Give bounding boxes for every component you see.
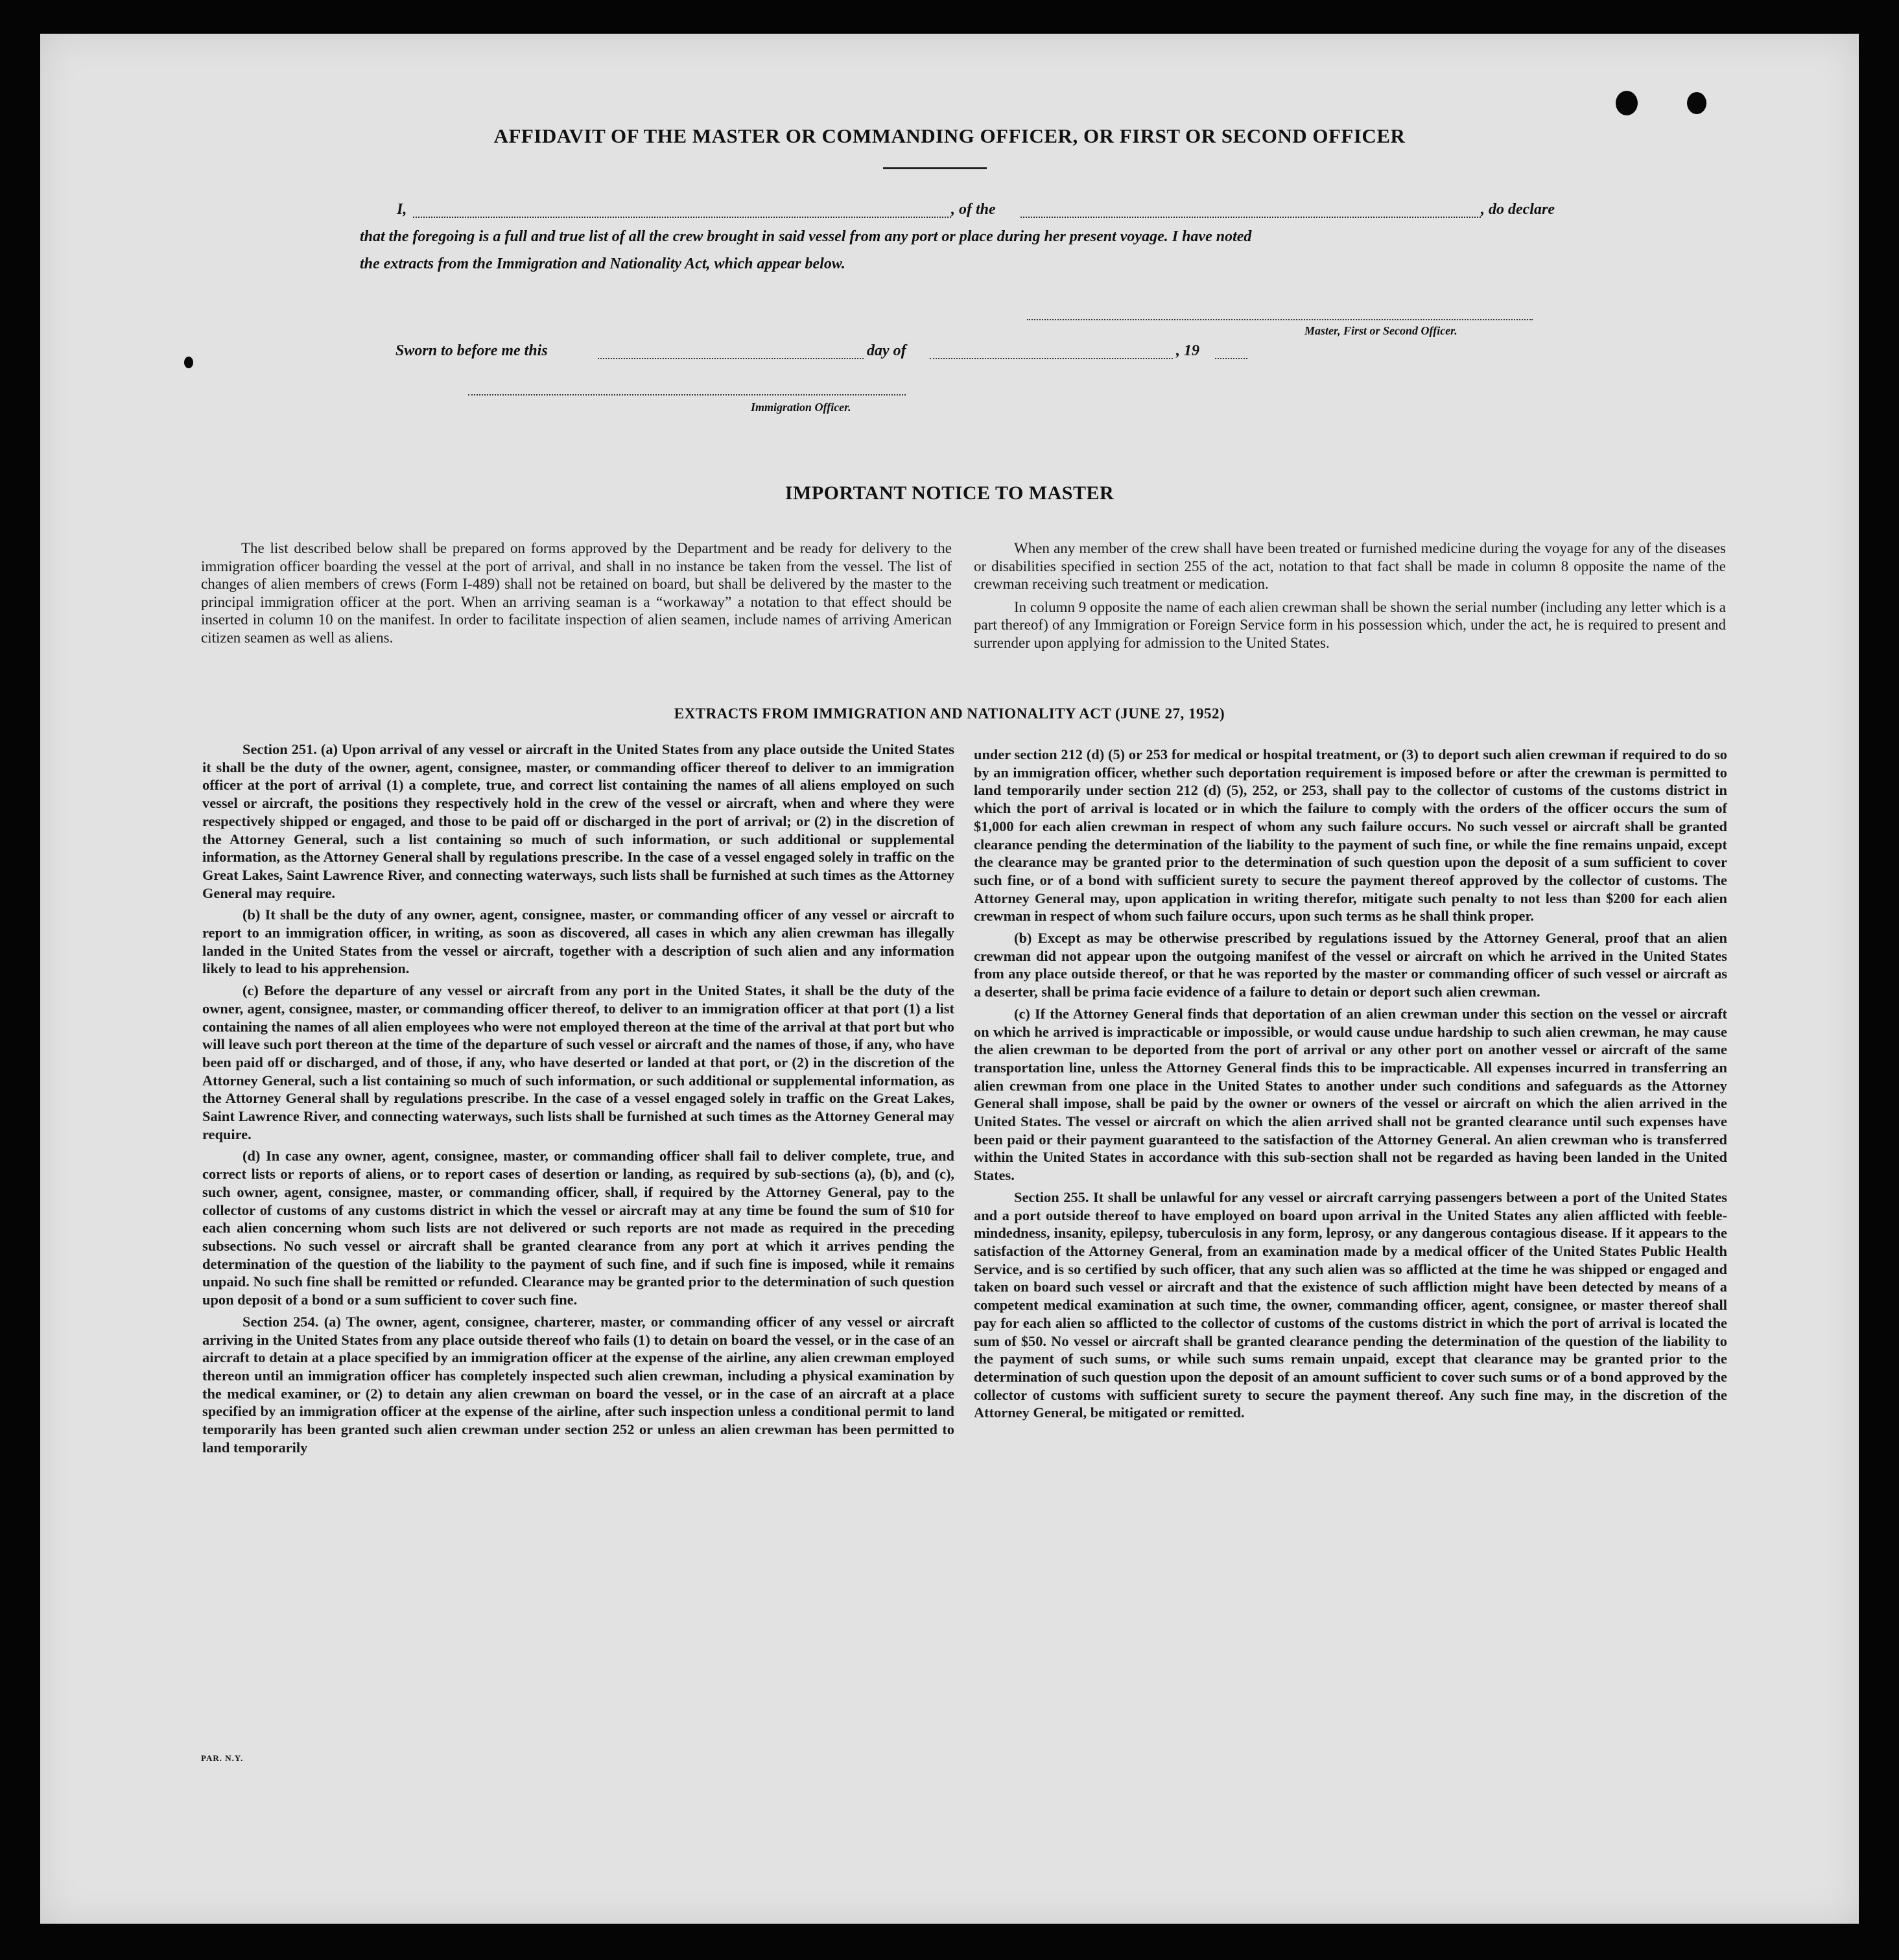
title-underline — [883, 167, 987, 169]
section-254-a-continued: under section 212 (d) (5) or 253 for medical or hospital treatment, or (3) to deport such alien crewman if required to do so by an immigration officer, whether such deportation requirement is imposed before or after the crewman is permitted to land temporarily under section 212 (d) (5), 252, or 253, shall pay to the collector of customs of the customs district in which the port of arrival is located or in which the failure to comply with the orders of the officer occurs the sum of $1,000 for each alien crewman in respect of whom any such failure occurs. No such vessel or aircraft shall be granted clearance pending the determination of the liability to the payment of such fine, or while the fine remains unpaid, except the clearance may be granted prior to the determination of such question upon the deposit of a sum sufficient to cover such fine, or of a bond with sufficient surety to secure the payment thereof approved by the collector of customs. The Attorney General may, upon application in writing therefor, mitigate such penalty to not less than $200 for each alien crewman in respect of whom such failure occurs, upon such terms as he shall think proper. — [974, 746, 1727, 925]
notice-right-column — [974, 539, 1726, 657]
affidavit-title: AFFIDAVIT OF THE MASTER OR COMMANDING OFFICER, OR FIRST OR SECOND OFFICER — [493, 124, 1406, 147]
punch-hole-mark-left — [1616, 91, 1638, 115]
notice-paragraph: In column 9 opposite the name of each alien crewman shall be shown the serial number (including any letter which is a part thereof) of any Immigration or Foreign Service form in his possession which, under the act, he is required to present and surrender upon applying for admission to the United States. — [974, 598, 1726, 651]
notice-left-column — [201, 539, 952, 652]
notice-heading: IMPORTANT NOTICE TO MASTER — [784, 482, 1115, 504]
extracts-right-column — [974, 746, 1727, 1426]
section-254-c: (c) If the Attorney General finds that deportation of an alien crewman under this section on the vessel or aircraft on which he arrived is impracticable or impossible, or would cause undue hardship to such alien crewman, he may cause the alien crewman to be deported from the port of arrival or any other port on another vessel or aircraft of the same transportation line, unless the Attorney General finds this to be impracticable. All expenses incurred in transferring an alien crewman from one place in the United States to another under such conditions and safeguards as the Attorney General shall impose, shall be paid by the owner or owners of the vessel or aircraft on which the alien arrived in the United States. The vessel or aircraft on which the alien arrived shall not be granted clearance until such expenses have been paid or their payment guaranteed to the satisfaction of the Attorney General. An alien crewman who is transferred within the United States in accordance with this sub-section shall not be regarded as having been landed in the United States. — [974, 1005, 1727, 1184]
sworn-year-prefix: , 19 — [1176, 342, 1199, 359]
punch-hole-mark-right — [1687, 92, 1706, 114]
declare-prefix: I, — [397, 201, 407, 218]
section-254-a: Section 254. (a) The owner, agent, consignee, charterer, master, or commanding officer of any vessel or aircraft arriving in the United States from any place outside thereof who fails (1) to detain on board the vessel, or in the case of an aircraft to detain at a place specified by an immigration officer at the expense of the airline, any alien crewman employed thereon until an immigration officer has completely inspected such alien crewman, including a physical examination by the medical examiner, or (2) to detain any alien crewman on board the vessel, or in the case of an aircraft at a place specified by an immigration officer at the expense of the airline, after such inspection unless a conditional permit to land temporarily has been granted such alien crewman under section 252 or unless an alien crewman has been permitted to land temporarily — [202, 1313, 954, 1456]
master-signature-label: Master, First or Second Officer. — [1304, 324, 1457, 337]
declare-suffix: , do declare — [1481, 201, 1555, 218]
section-255: Section 255. It shall be unlawful for any vessel or aircraft carrying passengers between a port of the United States and a port outside thereof to have employed on board upon arrival in the United States any alien afflicted with feeble-mindedness, insanity, epilepsy, tuberculosis in any form, leprosy, or any dangerous contagious disease. If it appears to the satisfaction of the Attorney General, from an examination made by a medical officer of the United States Public Health Service, and is so certified by such officer, that any such alien was so afflicted at the time he was shipped or engaged and taken on board such vessel or aircraft and that the existence of such affliction might have been detected by means of a competent medical examination at such time, the owner, commanding officer, agent, consignee, or master thereof shall pay for each alien so afflicted to the collector of customs of the customs district in which the port of arrival is located the sum of $50. No vessel or aircraft shall be granted clearance pending the determination of the question of the liability to the payment of such sums, or while such sums remain unpaid, except that clearance may be granted prior to the determination of such question upon the deposit of an amount sufficient to cover such sums or of a bond approved by the collector of customs with sufficient surety to secure the payment thereof. Any such fine may, in the discretion of the Attorney General, be mitigated or remitted. — [974, 1188, 1727, 1421]
vessel-blank[interactable] — [1020, 217, 1481, 218]
ink-speck — [184, 357, 193, 368]
officer-signature-line[interactable] — [468, 394, 906, 396]
notice-paragraph: The list described below shall be prepared on forms approved by the Department and be ready for delivery to the immigration officer boarding the vessel at the port of arrival, and shall in no instance be taken from the vessel. The list of changes of alien members of crews (Form I-489) shall not be retained on board, but shall be delivered by the master to the principal immigration officer at the port. When an arriving seaman is a “workaway” a notation to that effect should be inserted in column 10 on the manifest. In order to facilitate inspection of alien seamen, include names of arriving American citizen seamen as well as aliens. — [201, 540, 952, 646]
extracts-left-column — [202, 740, 954, 1460]
section-254-b: (b) Except as may be otherwise prescribed by regulations issued by the Attorney General, proof that an alien crewman did not appear upon the outgoing manifest of the vessel or aircraft on which he arrived in the United States from any place outside thereof, or that he was reported by the master or commanding officer of such vessel or aircraft as a deserter, shall be prima facie evidence of a failure to detain or deport such alien crewman. — [974, 930, 1727, 1000]
sworn-prefix: Sworn to before me this — [395, 342, 548, 359]
master-signature-line[interactable] — [1027, 319, 1533, 320]
sworn-month-blank[interactable] — [930, 358, 1173, 359]
officer-signature-label: Immigration Officer. — [751, 401, 851, 414]
document-page — [40, 34, 1859, 1924]
name-blank[interactable] — [413, 217, 951, 218]
sworn-year-blank[interactable] — [1215, 358, 1247, 359]
section-251-c: (c) Before the departure of any vessel or aircraft from any port in the United States, it shall be the duty of the owner, agent, consignee, master, or commanding officer thereof, to deliver to an immigration officer at that port (1) a list containing the names of all alien employees who were not employed thereon at the time of the arrival at that port but who will leave such port thereon at the time of the departure of such vessel or aircraft and the names of those, if any, who have been paid off or discharged, and of those, if any, who have deserted or landed at that port, or (2) in the discretion of the Attorney General, such a list containing so much of such information, or such additional or supplemental information, as the Attorney General shall by regulations prescribe. In the case of a vessel engaged solely in traffic on the Great Lakes, Saint Lawrence River, and connecting waterways, such lists shall be furnished at such times as the Attorney General may require. — [202, 982, 954, 1142]
sworn-day-blank[interactable] — [598, 358, 864, 359]
printer-mark: PAR. N.Y. — [201, 1753, 244, 1763]
notice-paragraph: When any member of the crew shall have been treated or furnished medicine during the voyage for any of the diseases or disabilities specified in section 255 of the act, notation to that fact shall be made in column 8 opposite the name of the crewman receiving such treatment or medication. — [974, 540, 1726, 592]
section-251-d: (d) In case any owner, agent, consignee, master, or commanding officer shall fail to deliver complete, true, and correct lists or reports of aliens, or to report cases of desertion or landing, as required by sub-sections (a), (b), and (c), such owner, agent, consignee, master, or commanding officer, shall, if required by the Attorney General, pay to the collector of customs of any customs district in which the vessel or aircraft may at any time be found the sum of $10 for each alien concerning whom such lists are not delivered or such reports are not made as required in the preceding subsections. No such vessel or aircraft shall be granted clearance from any port at which it arrives pending the determination of the question of the liability to the payment of such fine, and if such fine is imposed, while it remains unpaid. No such fine shall be remitted or refunded. Clearance may be granted prior to the determination of such question upon deposit of a bond or a sum sufficient to cover such fine. — [202, 1148, 954, 1308]
declare-line-2: that the foregoing is a full and true list of all the crew brought in said vessel from any port or place during her present voyage. I have noted — [360, 228, 1252, 245]
extracts-heading: EXTRACTS FROM IMMIGRATION AND NATIONALITY ACT (JUNE 27, 1952) — [674, 705, 1225, 722]
section-251-b: (b) It shall be the duty of any owner, agent, consignee, master, or commanding officer of any vessel or aircraft to report to an immigration officer, in writing, as soon as discovered, all cases in which any alien crewman has illegally landed in the United States from the vessel or aircraft, together with a description of such alien and any information likely to lead to his apprehension. — [202, 906, 954, 977]
sworn-day-of: day of — [867, 342, 906, 359]
declare-of-the: , of the — [951, 201, 996, 218]
section-251-a: Section 251. (a) Upon arrival of any vessel or aircraft in the United States from any place outside the United States it shall be the duty of the owner, agent, consignee, master, or commanding officer thereof to deliver to an immigration officer at the port of arrival (1) a complete, true, and correct list containing the names of all aliens employed on such vessel or aircraft, the positions they respectively hold in the crew of the vessel or aircraft, when and where they were respectively shipped or engaged, and those to be paid off or discharged in the port of arrival; or (2) in the discretion of the Attorney General, such a list containing so much of such information, or such additional or supplemental information, as the Attorney General shall by regulations prescribe. In the case of a vessel engaged solely in traffic on the Great Lakes, Saint Lawrence River, and connecting waterways, such lists shall be furnished at such times as the Attorney General may require. — [202, 741, 954, 901]
declare-line-3: the extracts from the Immigration and Nationality Act, which appear below. — [360, 255, 845, 272]
